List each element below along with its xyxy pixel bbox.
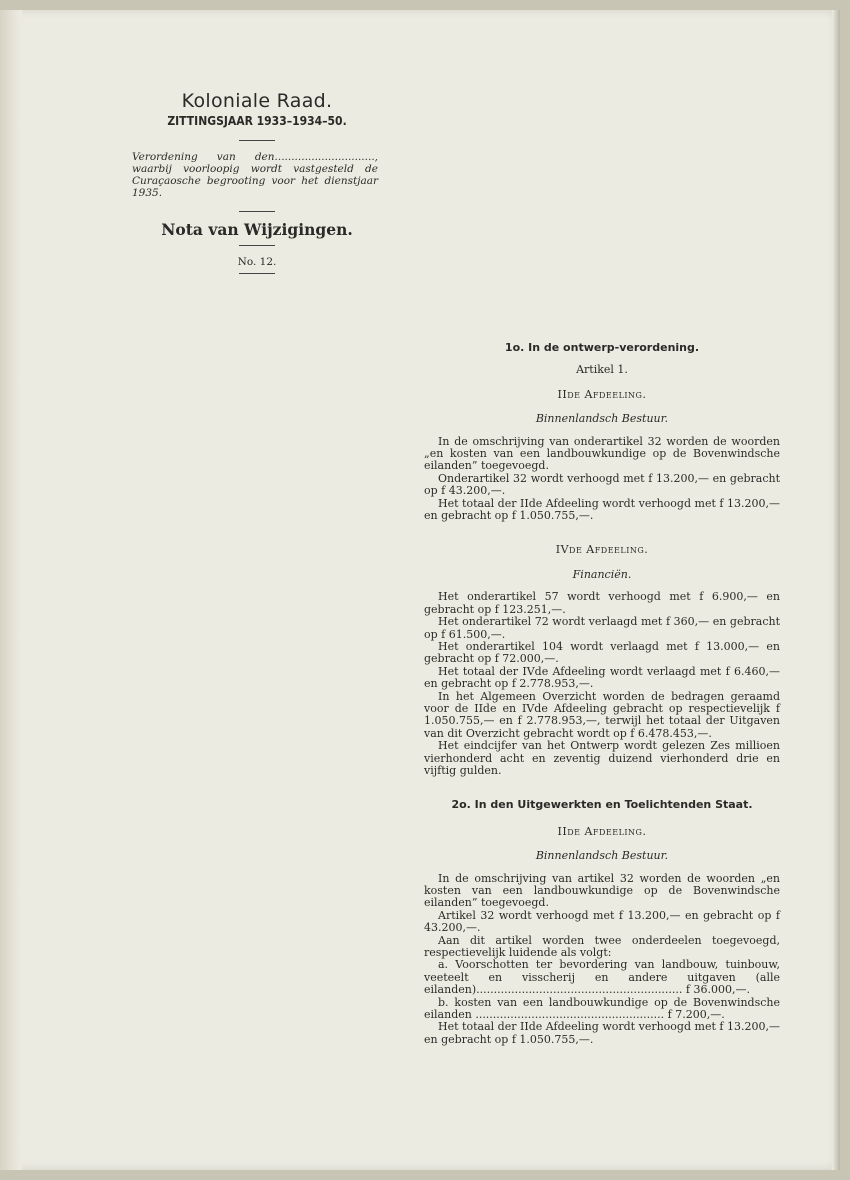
paragraph: Artikel 32 wordt verhoogd met f 13.200,— en gebracht op f 43.200,—.: [424, 908, 780, 935]
paragraph-group: [424, 873, 780, 1047]
department-subheading: Financiën.: [572, 567, 632, 581]
list-item: b. kosten van een landbouwkundige op de Bovenwindsche eilanden ...................................................... f 7.200,—.: [424, 995, 780, 1022]
page-left-edge: [0, 10, 22, 1170]
paragraph: Het onderartikel 72 wordt verlaagd met f 360,— en gebracht op f 61.500,—.: [424, 615, 780, 641]
paragraph: Aan dit artikel worden twee onderdeelen toegevoegd, respectievelijk luidende als volgt:: [424, 933, 780, 960]
divider: [239, 245, 275, 246]
paragraph-group: [424, 591, 780, 777]
paragraph: Onderartikel 32 wordt verhoogd met f 13.200,— en gebracht op f 43.200,—.: [424, 471, 780, 498]
divider: [239, 211, 275, 212]
department-heading: IIde Afdeeling.: [557, 824, 647, 838]
paragraph-group: [424, 436, 780, 523]
department-heading: IIde Afdeeling.: [557, 387, 647, 401]
list-item: a. Voorschotten ter bevordering van landbouw, tuinbouw, veeteelt en visscherij en andere uitgaven (alle eilanden)........................................................... f 36.000,—.: [424, 958, 780, 997]
paragraph: Het eindcijfer van het Ontwerp wordt gelezen Zes millioen vierhonderd acht en zeventig duizend vierhonderd drie en vijftig gulden.: [424, 739, 780, 777]
document-page: [0, 10, 840, 1170]
department-subheading: Binnenlandsch Bestuur.: [535, 412, 669, 426]
divider: [239, 140, 275, 141]
document-title: Nota van Wijzigingen.: [161, 220, 353, 239]
paragraph: Het onderartikel 57 wordt verhoogd met f 6.900,— en gebracht op f 123.251,—.: [424, 590, 780, 616]
article-heading: Artikel 1.: [576, 363, 628, 377]
session-year: ZITTINGSJAAR 1933–1934–50.: [167, 114, 347, 128]
ordinance-intro: Verordening van den.............................., waarbij voorloopig wordt vastgesteld de Curaçaosche begrooting voor het dienstjaar 1935.: [132, 151, 378, 199]
section-heading-1: 1o. In de ontwerp-verordening.: [504, 341, 700, 354]
divider: [239, 273, 275, 274]
document-number: No. 12.: [237, 256, 277, 268]
paragraph: Het totaal der IVde Afdeeling wordt verlaagd met f 6.460,— en gebracht op f 2.778.953,—.: [424, 664, 780, 691]
council-name: Koloniale Raad.: [181, 90, 333, 112]
department-heading: IVde Afdeeling.: [555, 543, 649, 557]
department-subheading: Binnenlandsch Bestuur.: [535, 849, 669, 863]
paragraph: In de omschrijving van onderartikel 32 worden de woorden „en kosten van een landbouwkundige op de Bovenwindsche eilanden” toegevoegd.: [424, 434, 780, 473]
paragraph: Het totaal der IIde Afdeeling wordt verhoogd met f 13.200,— en gebracht op f 1.050.755,—.: [424, 1020, 780, 1046]
section-heading-2: 2o. In den Uitgewerkten en Toelichtenden Staat.: [451, 798, 753, 812]
page-right-edge: [832, 10, 840, 1170]
amendments-column: [424, 342, 780, 1046]
paragraph: In het Algemeen Overzicht worden de bedragen geraamd voor de IIde en IVde Afdeeling gebracht op respectievelijk f 1.050.755,— en f 2.778.953,—, terwijl het totaal der Uitgaven van dit Overzicht gebracht wordt op f 6.478.453,—.: [424, 689, 780, 740]
paragraph: Het totaal der IIde Afdeeling wordt verhoogd met f 13.200,— en gebracht op f 1.050.755,—.: [424, 496, 780, 523]
document-header: [128, 90, 386, 274]
paragraph: Het onderartikel 104 wordt verlaagd met f 13.000,— en gebracht op f 72.000,—.: [424, 639, 780, 666]
paragraph: In de omschrijving van artikel 32 worden de woorden „en kosten van een landbouwkundige op de Bovenwindsche eilanden” toegevoegd.: [424, 871, 780, 910]
